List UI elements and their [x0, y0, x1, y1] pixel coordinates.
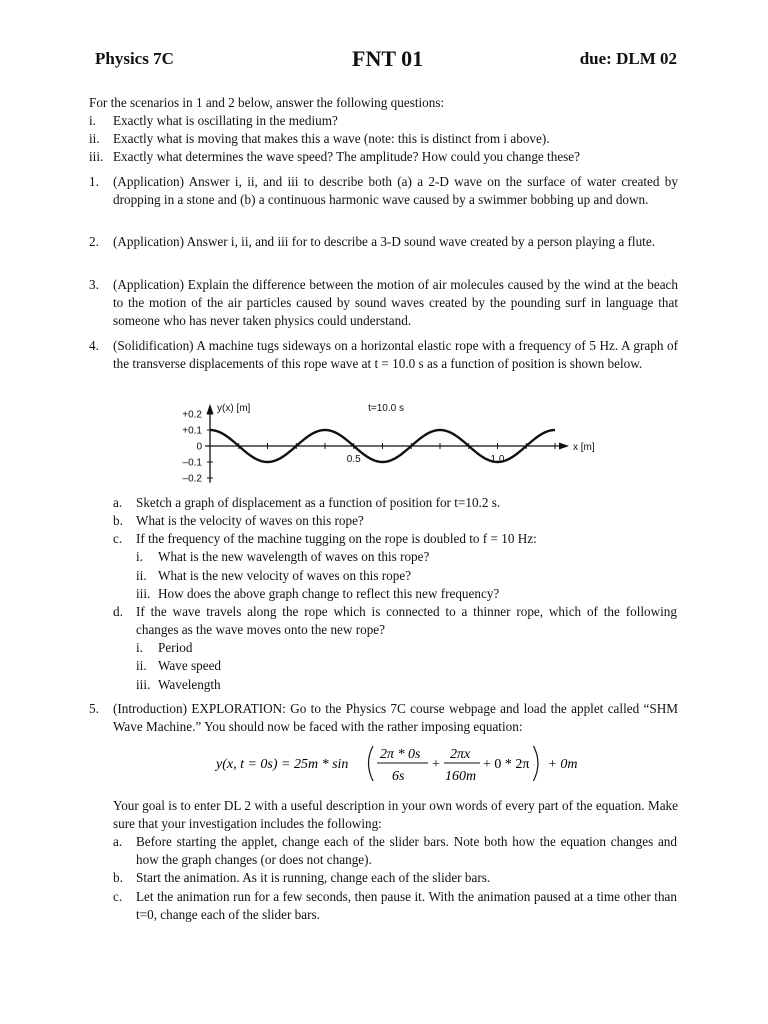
sub-letter: c. [113, 531, 123, 546]
sub-text: Let the animation run for a few seconds, then pause it. With the animation paused at a time other than t=0, change each of the slider bars. [136, 889, 677, 922]
x-axis-arrow [559, 443, 569, 450]
equation-lhs: y(x, t = 0s) = 25m * sin [216, 757, 349, 772]
question-text: Exactly what is oscillating in the medium? [113, 113, 338, 128]
item-number: 1. [89, 174, 99, 189]
x-tick-label: 0.5 [346, 454, 361, 465]
fraction1-numerator: 2π * 0s [380, 747, 421, 762]
sub-roman: ii. [136, 658, 147, 673]
left-paren [369, 746, 374, 781]
sub-letter: a. [113, 834, 123, 849]
sub-text: Sketch a graph of displacement as a function of position for t=10.2 s. [136, 495, 501, 510]
intro-text: For the scenarios in 1 and 2 below, answer the following questions: [89, 95, 445, 110]
question-text: Exactly what determines the wave speed? The amplitude? How could you change these? [113, 149, 581, 164]
equation-offset: + 0m [547, 757, 578, 772]
sub-text: Wave speed [158, 658, 222, 673]
item-number: 5. [89, 701, 99, 716]
item-number: 2. [89, 234, 99, 249]
fraction2-denominator: 160m [445, 769, 477, 784]
fraction1-denominator: 6s [392, 769, 405, 784]
sub-letter: a. [113, 495, 123, 510]
course-name: Physics 7C [95, 49, 174, 68]
x-axis-label: x [m] [573, 442, 595, 453]
item-text: (Application) Answer i, ii, and iii for to describe a 3-D sound wave created by a person playing a flute. [113, 234, 655, 249]
wave-equation [210, 738, 578, 788]
sub-letter: c. [113, 889, 123, 904]
sub-text: How does the above graph change to reflect this new frequency? [158, 586, 500, 601]
y-tick-label: +0.1 [182, 425, 202, 437]
sub-text: If the wave travels along the rope which is connected to a thinner rope, which of the following changes as the wave moves onto the new rope? [136, 604, 677, 637]
question-number: i. [89, 113, 96, 128]
sub-roman: ii. [136, 568, 147, 583]
sub-roman: i. [136, 640, 143, 655]
sub-text: Wavelength [158, 677, 221, 692]
question-text: Exactly what is moving that makes this a wave (note: this is distinct from i above). [113, 131, 550, 146]
right-paren [533, 746, 538, 781]
goal-text: Your goal is to enter DL 2 with a useful description in your own words of every part of the equation. Make sure that your investigation includes the following: [113, 798, 678, 831]
sub-text: Start the animation. As it is running, change each of the slider bars. [136, 870, 491, 885]
item-number: 4. [89, 338, 99, 353]
plus-sign: + [432, 757, 440, 772]
y-tick-label: –0.2 [182, 473, 202, 485]
sub-text: What is the velocity of waves on this rope? [136, 513, 364, 528]
sub-letter: d. [113, 604, 123, 619]
y-axis-arrow [207, 404, 214, 414]
sub-text: What is the new wavelength of waves on this rope? [158, 549, 430, 564]
y-axis-label: y(x) [m] [217, 403, 251, 414]
item-number: 3. [89, 277, 99, 292]
y-tick-label: –0.1 [182, 457, 202, 469]
sub-roman: i. [136, 549, 143, 564]
sub-text: What is the new velocity of waves on this rope? [158, 568, 412, 583]
item-text: (Introduction) EXPLORATION: Go to the Physics 7C course webpage and load the applet called “SHM Wave Machine.” You should now be faced with the rather imposing equation: [113, 701, 678, 734]
y-tick-label: +0.2 [182, 409, 202, 421]
question-number: iii. [89, 149, 104, 164]
assignment-title: FNT 01 [352, 46, 424, 71]
sub-roman: iii. [136, 586, 151, 601]
x-tick-label: 1.0 [490, 454, 505, 465]
y-tick-label: 0 [196, 441, 202, 453]
fraction2-numerator: 2πx [450, 747, 471, 762]
sub-text: If the frequency of the machine tugging on the rope is doubled to f = 10 Hz: [136, 531, 537, 546]
sub-letter: b. [113, 513, 123, 528]
item-text: (Application) Answer i, ii, and iii to describe both (a) a 2-D wave on the surface of water created by dropping in a stone and (b) a continuous harmonic wave caused by a swimmer bobbing up and down. [113, 174, 678, 207]
sub-roman: iii. [136, 677, 151, 692]
sub-letter: b. [113, 870, 123, 885]
chart-title: t=10.0 s [368, 403, 404, 414]
sub-text: Period [158, 640, 193, 655]
item-text: (Application) Explain the difference between the motion of air molecules caused by the wind at the beach to the motion of the air particles caused by sound waves created by the pounding surf in language that someone who has never taken physics could understand. [113, 277, 678, 328]
equation-phase: + 0 * 2π [483, 757, 530, 772]
sub-text: Before starting the applet, change each of the slider bars. Note both how the equation changes and how the graph changes (or does not change). [136, 834, 677, 867]
wave-graph [165, 390, 605, 490]
due-date: due: DLM 02 [579, 49, 677, 68]
question-number: ii. [89, 131, 100, 146]
item-text: (Solidification) A machine tugs sideways on a horizontal elastic rope with a frequency of 5 Hz. A graph of the transverse displacements of this rope wave at t = 10.0 s as a function of position is shown below. [113, 338, 678, 371]
